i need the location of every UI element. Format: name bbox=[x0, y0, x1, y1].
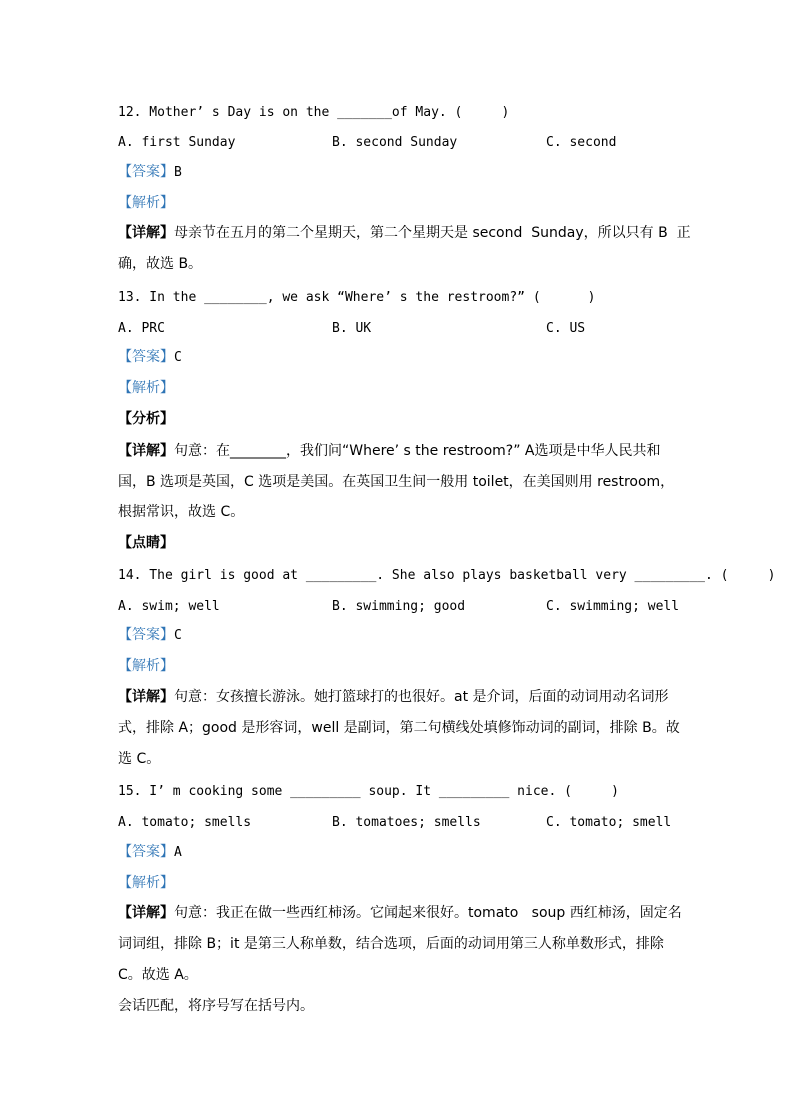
option-a: A. PRC bbox=[118, 321, 165, 336]
explanation-text: 选 C。 bbox=[118, 751, 161, 767]
explanation-text: 词词组，排除 B；it 是第三人称单数，结合选项，后面的动词用第三人称单数形式，排除 bbox=[118, 936, 664, 952]
option-c: C. US bbox=[546, 321, 586, 336]
option-b: B. tomatoes; smells bbox=[332, 815, 481, 830]
explanation-text: C。故选 A。 bbox=[118, 967, 198, 983]
detail-text: 母亲节在五月的第二个星期天，第二个星期天是 second Sunday，所以只有 B 正 bbox=[174, 225, 691, 241]
explanation-text: 国，B 选项是英国，C 选项是美国。在英国卫生间一般用 toilet，在美国则用 restroom， bbox=[118, 474, 675, 490]
option-b: B. second Sunday bbox=[332, 135, 458, 150]
analysis-label: 【解析】 bbox=[118, 658, 174, 674]
detail-label: 【详解】 bbox=[118, 443, 174, 459]
answer-label: 【答案】 bbox=[118, 164, 174, 180]
detail-line bbox=[118, 441, 661, 461]
option-c: C. second bbox=[546, 135, 617, 150]
option-b: B. UK bbox=[332, 321, 372, 336]
explanation-text: 确，故选 B。 bbox=[118, 256, 203, 272]
explanation-text: 式，排除 A；good 是形容词，well 是副词，第二句横线处填修饰动词的副词，排除 B。故 bbox=[118, 720, 680, 736]
answer-value: C bbox=[174, 350, 182, 365]
option-c: C. swimming; well bbox=[546, 599, 680, 614]
detail-label: 【详解】 bbox=[118, 225, 174, 241]
detail-text: 句意：我正在做一些西红柿汤。它闻起来很好。tomato soup 西红柿汤，固定名 bbox=[174, 905, 682, 921]
option-b: B. swimming; good bbox=[332, 599, 466, 614]
answer-label: 【答案】 bbox=[118, 844, 174, 860]
detail-label: 【详解】 bbox=[118, 689, 174, 705]
section-label: 【点睛】 bbox=[118, 535, 174, 551]
analysis-label: 【解析】 bbox=[118, 380, 174, 396]
answer-label: 【答案】 bbox=[118, 627, 174, 643]
question-text: 12. Mother’ s Day is on the _______of May. ( ) bbox=[118, 105, 510, 120]
answer-line bbox=[118, 842, 182, 862]
explanation-text: 根据常识，故选 C。 bbox=[118, 504, 245, 520]
answer-value: A bbox=[174, 845, 182, 860]
section-label: 【分析】 bbox=[118, 411, 174, 427]
option-a: A. first Sunday bbox=[118, 135, 236, 150]
option-a: A. swim; well bbox=[118, 599, 220, 614]
analysis-label: 【解析】 bbox=[118, 195, 174, 211]
answer-label: 【答案】 bbox=[118, 349, 174, 365]
answer-value: C bbox=[174, 628, 182, 643]
answer-value: B bbox=[174, 165, 182, 180]
answer-line bbox=[118, 625, 182, 645]
answer-line bbox=[118, 347, 182, 367]
detail-text: 句意：在________，我们问“Where’ s the restroom?” A选项是中华人民共和 bbox=[174, 443, 661, 459]
question-text: 14. The girl is good at _________. She also plays basketball very _________. ( ) bbox=[118, 568, 776, 583]
option-a: A. tomato; smells bbox=[118, 815, 252, 830]
detail-line bbox=[118, 903, 682, 923]
question-text: 13. In the ________, we ask “Where’ s the restroom?” ( ) bbox=[118, 290, 596, 305]
detail-line bbox=[118, 687, 669, 707]
analysis-label: 【解析】 bbox=[118, 875, 174, 891]
question-text: 15. I’ m cooking some _________ soup. It _________ nice. ( ) bbox=[118, 784, 619, 799]
explanation-text: 会话匹配，将序号写在括号内。 bbox=[118, 998, 314, 1014]
detail-text: 句意：女孩擅长游泳。她打篮球打的也很好。at 是介词，后面的动词用动名词形 bbox=[174, 689, 669, 705]
detail-line bbox=[118, 223, 691, 243]
option-c: C. tomato; smell bbox=[546, 815, 672, 830]
detail-label: 【详解】 bbox=[118, 905, 174, 921]
answer-line bbox=[118, 162, 182, 182]
